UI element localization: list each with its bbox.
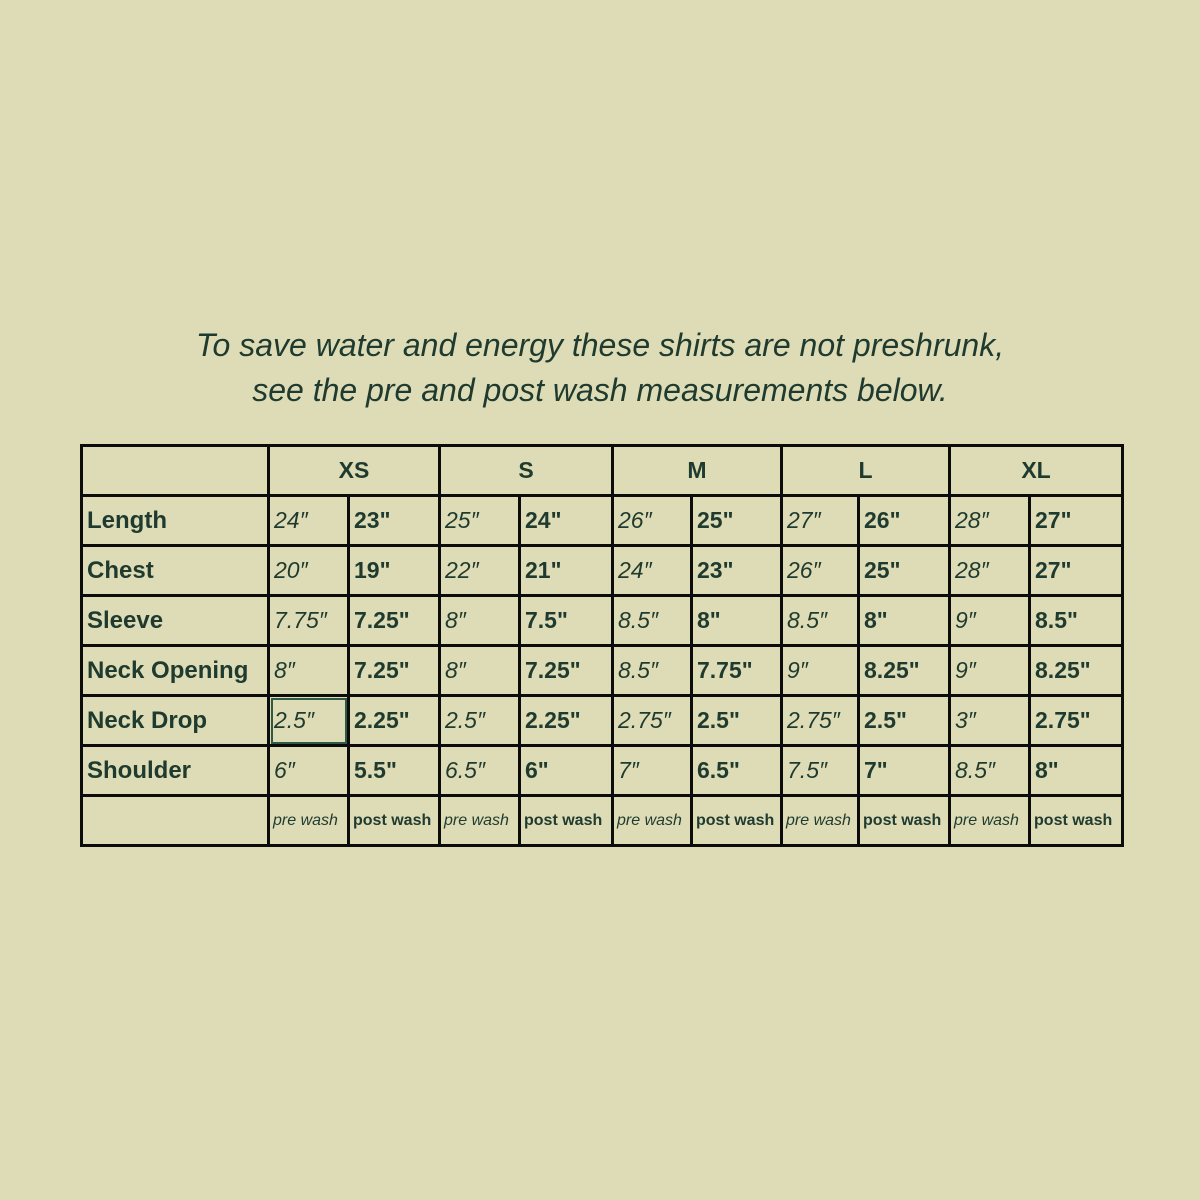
post-wash-value: 7.75" bbox=[692, 646, 782, 696]
post-wash-label: post wash bbox=[520, 796, 613, 846]
pre-wash-value: 9″ bbox=[950, 646, 1030, 696]
post-wash-value: 2.5" bbox=[859, 696, 950, 746]
size-header-xl: XL bbox=[950, 446, 1123, 496]
pre-wash-value: 9″ bbox=[950, 596, 1030, 646]
pre-wash-value: 27″ bbox=[782, 496, 859, 546]
row-label: Shoulder bbox=[82, 746, 269, 796]
row-label: Neck Drop bbox=[82, 696, 269, 746]
size-header-row bbox=[82, 446, 1123, 496]
post-wash-value: 27" bbox=[1030, 546, 1123, 596]
wash-label-row bbox=[82, 796, 1123, 846]
pre-wash-value: 3″ bbox=[950, 696, 1030, 746]
pre-wash-value: 7.75″ bbox=[269, 596, 349, 646]
pre-wash-label: pre wash bbox=[782, 796, 859, 846]
post-wash-value: 8" bbox=[1030, 746, 1123, 796]
pre-wash-value: 8″ bbox=[440, 646, 520, 696]
post-wash-value: 21" bbox=[520, 546, 613, 596]
pre-wash-label: pre wash bbox=[269, 796, 349, 846]
post-wash-value: 8" bbox=[859, 596, 950, 646]
post-wash-value: 8.25" bbox=[1030, 646, 1123, 696]
pre-wash-value: 6.5″ bbox=[440, 746, 520, 796]
pre-wash-value: 9″ bbox=[782, 646, 859, 696]
size-chart-table bbox=[80, 444, 1124, 847]
size-header-s: S bbox=[440, 446, 613, 496]
post-wash-value: 6" bbox=[520, 746, 613, 796]
pre-wash-value: 6″ bbox=[269, 746, 349, 796]
row-label: Neck Opening bbox=[82, 646, 269, 696]
pre-wash-label: pre wash bbox=[950, 796, 1030, 846]
post-wash-value: 23" bbox=[349, 496, 440, 546]
row-label: Length bbox=[82, 496, 269, 546]
footer-corner-cell bbox=[82, 796, 269, 846]
pre-wash-value: 22″ bbox=[440, 546, 520, 596]
pre-wash-value: 26″ bbox=[613, 496, 692, 546]
post-wash-value: 19" bbox=[349, 546, 440, 596]
post-wash-value: 2.5" bbox=[692, 696, 782, 746]
size-header-xs: XS bbox=[269, 446, 440, 496]
pre-wash-value: 2.75″ bbox=[782, 696, 859, 746]
post-wash-value: 8.5" bbox=[1030, 596, 1123, 646]
pre-wash-value: 20″ bbox=[269, 546, 349, 596]
row-label: Chest bbox=[82, 546, 269, 596]
post-wash-value: 8.25" bbox=[859, 646, 950, 696]
intro-line-2: see the pre and post wash measurements below. bbox=[252, 372, 948, 408]
post-wash-value: 7.5" bbox=[520, 596, 613, 646]
pre-wash-value: 8.5″ bbox=[613, 646, 692, 696]
size-header-m: M bbox=[613, 446, 782, 496]
pre-wash-value: 24″ bbox=[613, 546, 692, 596]
pre-wash-value: 2.75″ bbox=[613, 696, 692, 746]
post-wash-value: 5.5" bbox=[349, 746, 440, 796]
post-wash-label: post wash bbox=[692, 796, 782, 846]
pre-wash-value: 8.5″ bbox=[950, 746, 1030, 796]
table-row-neck-drop bbox=[82, 696, 1123, 746]
post-wash-value: 2.75" bbox=[1030, 696, 1123, 746]
post-wash-value: 25" bbox=[859, 546, 950, 596]
intro-text bbox=[0, 323, 1200, 413]
post-wash-label: post wash bbox=[859, 796, 950, 846]
post-wash-value: 2.25" bbox=[349, 696, 440, 746]
pre-wash-label: pre wash bbox=[440, 796, 520, 846]
pre-wash-value: 25″ bbox=[440, 496, 520, 546]
post-wash-label: post wash bbox=[1030, 796, 1123, 846]
table-row-neck-opening bbox=[82, 646, 1123, 696]
pre-wash-value: 8.5″ bbox=[613, 596, 692, 646]
pre-wash-value: 8″ bbox=[440, 596, 520, 646]
size-header-l: L bbox=[782, 446, 950, 496]
post-wash-value: 2.25" bbox=[520, 696, 613, 746]
post-wash-value: 23" bbox=[692, 546, 782, 596]
pre-wash-value: 7″ bbox=[613, 746, 692, 796]
post-wash-label: post wash bbox=[349, 796, 440, 846]
post-wash-value: 7.25" bbox=[349, 596, 440, 646]
post-wash-value: 7" bbox=[859, 746, 950, 796]
post-wash-value: 27" bbox=[1030, 496, 1123, 546]
post-wash-value: 24" bbox=[520, 496, 613, 546]
pre-wash-label: pre wash bbox=[613, 796, 692, 846]
post-wash-value: 8" bbox=[692, 596, 782, 646]
post-wash-value: 25" bbox=[692, 496, 782, 546]
pre-wash-value: 28″ bbox=[950, 496, 1030, 546]
post-wash-value: 7.25" bbox=[349, 646, 440, 696]
post-wash-value: 26" bbox=[859, 496, 950, 546]
pre-wash-value: 2.5″ bbox=[440, 696, 520, 746]
selected-cell: 2.5″ bbox=[269, 696, 349, 746]
table-row-shoulder bbox=[82, 746, 1123, 796]
table-row-sleeve bbox=[82, 596, 1123, 646]
row-label: Sleeve bbox=[82, 596, 269, 646]
pre-wash-value: 26″ bbox=[782, 546, 859, 596]
pre-wash-value: 7.5″ bbox=[782, 746, 859, 796]
pre-wash-value: 24″ bbox=[269, 496, 349, 546]
intro-line-1: To save water and energy these shirts are not preshrunk, bbox=[195, 327, 1005, 363]
corner-cell bbox=[82, 446, 269, 496]
pre-wash-value: 28″ bbox=[950, 546, 1030, 596]
table-row-chest bbox=[82, 546, 1123, 596]
table-row-length bbox=[82, 496, 1123, 546]
pre-wash-value: 8″ bbox=[269, 646, 349, 696]
pre-wash-value: 8.5″ bbox=[782, 596, 859, 646]
post-wash-value: 7.25" bbox=[520, 646, 613, 696]
post-wash-value: 6.5" bbox=[692, 746, 782, 796]
